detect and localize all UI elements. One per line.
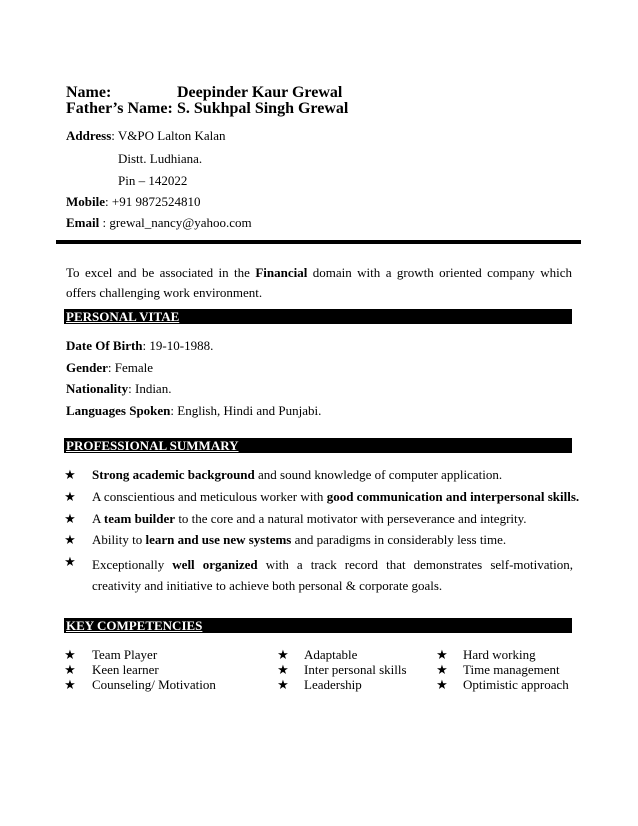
objective-text-end: domain with a growth oriented company which offers challenging work environment. bbox=[66, 265, 572, 300]
star-bullet-icon: ★ bbox=[277, 677, 289, 692]
summary-item-text: Ability to bbox=[92, 532, 146, 547]
star-bullet-icon: ★ bbox=[436, 662, 448, 677]
nationality-value: : Indian. bbox=[128, 381, 172, 396]
mobile-label: Mobile bbox=[66, 194, 105, 209]
gender-value: : Female bbox=[107, 360, 154, 375]
competency-item: Hard working bbox=[463, 647, 536, 662]
nationality-line bbox=[66, 381, 171, 397]
languages-value: : English, Hindi and Punjabi. bbox=[170, 403, 322, 418]
competency-item: Time management bbox=[463, 662, 560, 677]
competency-item: Counseling/ Motivation bbox=[92, 677, 216, 692]
summary-item-text: to the core and a natural motivator with perseverance and integrity. bbox=[175, 511, 527, 526]
email-value: : grewal_nancy@yahoo.com bbox=[99, 215, 252, 230]
star-bullet-icon: ★ bbox=[277, 647, 289, 662]
objective-bold-domain: Financial bbox=[255, 265, 308, 280]
summary-item bbox=[92, 511, 527, 527]
star-bullet-icon: ★ bbox=[436, 677, 448, 692]
summary-item bbox=[92, 467, 502, 483]
star-bullet-icon: ★ bbox=[64, 511, 76, 526]
summary-item-text: with a track record that demonstrates self-motivation, creativity and initiative to achieve both personal & corporate goals. bbox=[92, 557, 573, 593]
header-divider bbox=[56, 240, 581, 244]
summary-item-text: A bbox=[92, 511, 104, 526]
father-name-label: Father’s Name: bbox=[66, 100, 173, 117]
professional-summary-heading: PROFESSIONAL SUMMARY bbox=[64, 438, 572, 453]
objective-text-start: To excel and be associated in the bbox=[66, 265, 256, 280]
summary-item bbox=[92, 532, 506, 548]
name-value: Deepinder Kaur Grewal bbox=[177, 84, 343, 101]
competency-item: Keen learner bbox=[92, 662, 159, 677]
address-label: Address bbox=[66, 128, 112, 143]
father-name-value: S. Sukhpal Singh Grewal bbox=[177, 100, 349, 117]
summary-item-bold: team builder bbox=[103, 511, 176, 526]
star-bullet-icon: ★ bbox=[64, 662, 76, 677]
email-line bbox=[66, 215, 252, 231]
address-value-1: : V&PO Lalton Kalan bbox=[111, 128, 226, 143]
star-bullet-icon: ★ bbox=[64, 677, 76, 692]
star-bullet-icon: ★ bbox=[64, 532, 76, 547]
address-line-2: Distt. Ludhiana. bbox=[118, 151, 203, 166]
competency-item: Leadership bbox=[304, 677, 362, 692]
summary-item-bold: well organized bbox=[172, 557, 258, 572]
summary-item-bold: learn and use new systems bbox=[145, 532, 292, 547]
competency-item: Optimistic approach bbox=[463, 677, 569, 692]
summary-item bbox=[92, 489, 579, 505]
summary-item-bold: Strong academic background bbox=[92, 467, 255, 482]
star-bullet-icon: ★ bbox=[436, 647, 448, 662]
languages-line bbox=[66, 403, 321, 419]
dob-value: : 19-10-1988. bbox=[142, 338, 214, 353]
summary-item bbox=[92, 554, 573, 596]
summary-item-text: and paradigms in considerably less time. bbox=[291, 532, 507, 547]
career-objective bbox=[66, 263, 572, 303]
dob-line bbox=[66, 338, 213, 354]
personal-vitae-heading: PERSONAL VITAE bbox=[64, 309, 572, 324]
star-bullet-icon: ★ bbox=[277, 662, 289, 677]
star-bullet-icon: ★ bbox=[64, 647, 76, 662]
summary-item-text: Exceptionally bbox=[92, 557, 173, 572]
gender-label: Gender bbox=[66, 360, 108, 375]
address-line-1 bbox=[66, 128, 226, 144]
email-label: Email bbox=[66, 215, 100, 230]
star-bullet-icon: ★ bbox=[64, 554, 76, 569]
nationality-label: Nationality bbox=[66, 381, 129, 396]
languages-label: Languages Spoken bbox=[66, 403, 171, 418]
key-competencies-heading: KEY COMPETENCIES bbox=[64, 618, 572, 633]
mobile-value: : +91 9872524810 bbox=[105, 194, 201, 209]
star-bullet-icon: ★ bbox=[64, 489, 76, 504]
star-bullet-icon: ★ bbox=[64, 467, 76, 482]
summary-item-bold: good communication and interpersonal skills. bbox=[326, 489, 580, 504]
competency-item: Adaptable bbox=[304, 647, 358, 662]
summary-item-text: and sound knowledge of computer application. bbox=[254, 467, 503, 482]
gender-line bbox=[66, 360, 153, 376]
address-line-3: Pin – 142022 bbox=[118, 173, 188, 188]
mobile-line bbox=[66, 194, 200, 210]
name-label: Name: bbox=[66, 84, 112, 101]
summary-item-text: A conscientious and meticulous worker with bbox=[92, 489, 327, 504]
competency-item: Team Player bbox=[92, 647, 158, 662]
competency-item: Inter personal skills bbox=[304, 662, 407, 677]
dob-label: Date Of Birth bbox=[66, 338, 143, 353]
